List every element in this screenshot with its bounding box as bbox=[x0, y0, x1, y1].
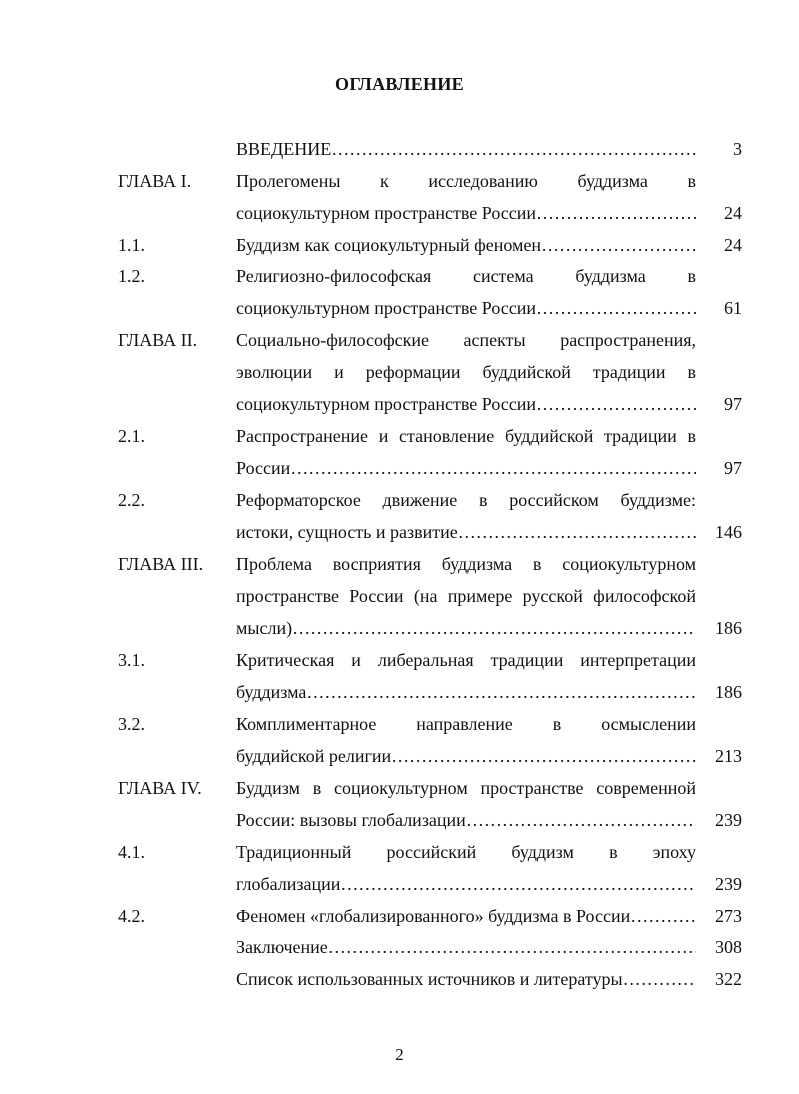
toc-page-number: 61 bbox=[724, 298, 742, 318]
toc-entry-text: Заключение bbox=[236, 937, 328, 957]
section-label: 1.2. bbox=[118, 266, 145, 286]
toc-entry-text: ВВЕДЕНИЕ bbox=[236, 139, 332, 159]
section-label: 2.2. bbox=[118, 490, 145, 510]
toc-entry-text: Список использованных источников и литературы bbox=[236, 969, 623, 989]
toc-entry-s32 bbox=[236, 745, 696, 767]
toc-entry-s41 bbox=[236, 873, 696, 895]
page-number: 2 bbox=[395, 1045, 404, 1064]
toc-page-number: 186 bbox=[715, 682, 742, 702]
toc-page-number: 24 bbox=[724, 203, 742, 223]
toc-entry-text: Реформаторское движение в российском буддизме: bbox=[236, 490, 696, 510]
section-label: 2.1. bbox=[118, 426, 145, 446]
toc-entry-ch4 bbox=[236, 809, 696, 831]
dot-leader bbox=[391, 745, 696, 767]
toc-entry-ch3 bbox=[236, 617, 696, 639]
toc-entry-text: Проблема восприятия буддизма в социокультурном bbox=[236, 554, 696, 574]
chapter-label: ГЛАВА I. bbox=[118, 171, 192, 191]
toc-entry-text: Буддизм как социокультурный феномен bbox=[236, 235, 542, 255]
toc-entry-text: Распространение и становление буддийской традиции в bbox=[236, 426, 696, 446]
toc-entry-s42 bbox=[236, 905, 696, 927]
toc-entry-text: Комплиментарное направление в осмыслении bbox=[236, 714, 696, 734]
section-label: 1.1. bbox=[118, 235, 145, 255]
dot-leader bbox=[466, 809, 696, 831]
dot-leader bbox=[630, 905, 696, 927]
dot-leader bbox=[340, 873, 696, 895]
dot-leader bbox=[328, 936, 696, 958]
dot-leader bbox=[536, 297, 696, 319]
section-label: 3.2. bbox=[118, 714, 145, 734]
toc-entry-text: мысли) bbox=[236, 618, 293, 638]
toc-entry-text: Социально-философские аспекты распространения, bbox=[236, 330, 696, 350]
dot-leader bbox=[306, 681, 696, 703]
dot-leader bbox=[292, 617, 696, 639]
toc-page-number: 97 bbox=[724, 458, 742, 478]
toc-entry-s22 bbox=[236, 521, 696, 543]
toc-page-number: 186 bbox=[715, 618, 742, 638]
section-label: 3.1. bbox=[118, 650, 145, 670]
page-title: ОГЛАВЛЕНИЕ bbox=[335, 74, 464, 94]
toc-entry-s21 bbox=[236, 457, 696, 479]
dot-leader bbox=[331, 138, 696, 160]
toc-page-number: 146 bbox=[715, 522, 742, 542]
toc-entry-conclusion bbox=[236, 936, 696, 958]
toc-entry-text: глобализации bbox=[236, 874, 341, 894]
toc-page-number: 239 bbox=[715, 874, 742, 894]
toc-entry-text: социокультурном пространстве России bbox=[236, 394, 537, 414]
section-label: 4.1. bbox=[118, 842, 145, 862]
toc-page-number: 97 bbox=[724, 394, 742, 414]
toc-entry-s11 bbox=[236, 234, 696, 256]
toc-page-number: 24 bbox=[724, 235, 742, 255]
dot-leader bbox=[536, 202, 696, 224]
toc-entry-text: Традиционный российский буддизм в эпоху bbox=[236, 842, 696, 862]
toc-page-number: 239 bbox=[715, 810, 742, 830]
toc-entry-text: эволюции и реформации буддийской традиции в bbox=[236, 362, 696, 382]
toc-entry-text: буддизма bbox=[236, 682, 307, 702]
dot-leader bbox=[290, 457, 696, 479]
toc-entry-text: истоки, сущность и развитие bbox=[236, 522, 458, 542]
toc-entry-s12 bbox=[236, 297, 696, 319]
chapter-label: ГЛАВА II. bbox=[118, 330, 198, 350]
toc-entry-text: Феномен «глобализированного» буддизма в России bbox=[236, 906, 631, 926]
toc-entry-ch1 bbox=[236, 202, 696, 224]
toc-entry-text: Критическая и либеральная традиции интерпретации bbox=[236, 650, 696, 670]
toc-entry-text: пространстве России (на примере русской философской bbox=[236, 586, 696, 606]
dot-leader bbox=[541, 234, 696, 256]
toc-entry-ch2 bbox=[236, 393, 696, 415]
toc-page-number: 308 bbox=[715, 937, 742, 957]
toc-entry-text: России: вызовы глобализации bbox=[236, 810, 466, 830]
dot-leader bbox=[458, 521, 696, 543]
toc-entry-text: Пролегомены к исследованию буддизма в bbox=[236, 171, 696, 191]
toc-entry-text: Религиозно-философская система буддизма в bbox=[236, 266, 696, 286]
toc-entry-text: социокультурном пространстве России bbox=[236, 203, 537, 223]
toc-page-number: 322 bbox=[715, 969, 742, 989]
dot-leader bbox=[623, 968, 696, 990]
chapter-label: ГЛАВА IV. bbox=[118, 778, 202, 798]
toc-page-number: 273 bbox=[715, 906, 742, 926]
toc-entry-text: буддийской религии bbox=[236, 746, 392, 766]
section-label: 4.2. bbox=[118, 906, 145, 926]
toc-entry-references bbox=[236, 968, 696, 990]
dot-leader bbox=[536, 393, 696, 415]
toc-entry-s31 bbox=[236, 681, 696, 703]
toc-page-number: 213 bbox=[715, 746, 742, 766]
toc-page-number: 3 bbox=[733, 139, 742, 159]
toc-entry-text: социокультурном пространстве России bbox=[236, 298, 537, 318]
chapter-label: ГЛАВА III. bbox=[118, 554, 204, 574]
toc-entry-intro bbox=[236, 138, 696, 160]
toc-entry-text: России bbox=[236, 458, 291, 478]
toc-entry-text: Буддизм в социокультурном пространстве современной bbox=[236, 778, 696, 798]
